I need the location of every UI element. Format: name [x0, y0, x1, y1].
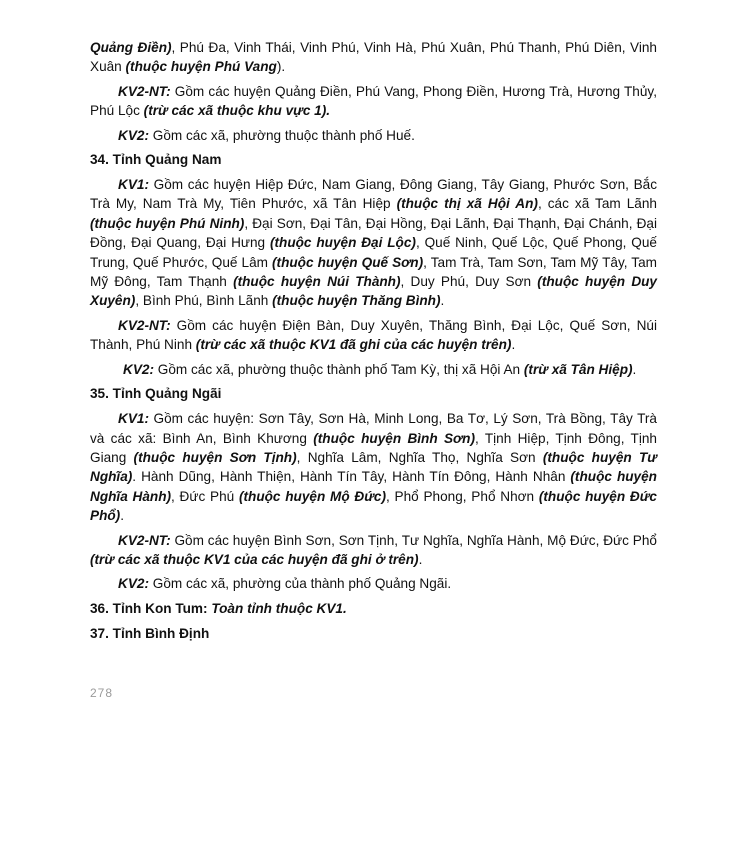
emphasis-text: KV2-NT:	[118, 83, 171, 99]
page-number: 278	[90, 686, 114, 700]
body-text: , Tam Trà, Tam Sơn, Tam Mỹ Tây, Tam Mỹ Đông, Tam Thạnh	[90, 254, 657, 290]
emphasis-text: KV2-NT:	[118, 532, 171, 548]
section-heading	[90, 599, 657, 618]
emphasis-text: KV1:	[118, 177, 149, 193]
paragraph	[90, 531, 657, 570]
paragraph	[90, 126, 657, 145]
body-text: Gồm các xã, phường thuộc thành phố Tam Kỳ, thị xã Hội An	[153, 361, 524, 377]
body-text: , Quế Ninh, Quế Lộc, Quế Phong, Quế Trung, Quế Phước, Quế Lâm	[90, 235, 657, 270]
body-text: Gồm các huyện Hiệp Đức, Nam Giang, Đông Giang, Tây Giang, Phước Sơn, Bắc Trà My, Nam Trà My, Tiên Phước, xã Tân Hiệp	[90, 177, 657, 212]
emphasis-text: Toàn tỉnh thuộc KV1.	[211, 600, 347, 616]
section-heading	[90, 384, 657, 403]
emphasis-text: (thuộc huyện Bình Sơn)	[313, 430, 475, 446]
emphasis-text: (thuộc huyện Duy Xuyên)	[90, 274, 657, 309]
emphasis-text: Quảng Điền)	[90, 40, 172, 55]
body-text: , Đức Phú	[171, 488, 239, 504]
emphasis-text: (trừ các xã thuộc KV1 đã ghi của các huyện trên)	[195, 337, 512, 353]
emphasis-text: (thuộc huyện Đại Lộc)	[269, 235, 416, 251]
section-heading	[90, 624, 657, 643]
paragraph	[90, 82, 657, 121]
emphasis-text: KV2-NT:	[118, 317, 171, 333]
emphasis-text: (thuộc thị xã Hội An)	[396, 196, 538, 212]
body-text: .	[120, 508, 124, 524]
body-text: Gồm các huyện Quảng Điền, Phú Vang, Phong Điền, Hương Trà, Hương Thủy, Phú Lộc	[90, 83, 657, 119]
emphasis-text: (thuộc huyện Thăng Bình)	[272, 293, 441, 309]
body-text: , Nghĩa Lâm, Nghĩa Thọ, Nghĩa Sơn	[296, 449, 543, 465]
body-text: 37. Tỉnh Bình Định	[90, 625, 210, 641]
body-text: .	[511, 337, 516, 353]
body-text: .	[632, 361, 637, 377]
emphasis-text: (thuộc huyện Nghĩa Hành)	[90, 469, 657, 504]
emphasis-text: (thuộc huyện Tư Nghĩa)	[90, 449, 657, 485]
emphasis-text: (thuộc huyện Phú Ninh)	[90, 215, 245, 231]
emphasis-text: (thuộc huyện Sơn Tịnh)	[133, 449, 297, 465]
body-text: , Đại Sơn, Đại Tân, Đại Hồng, Đại Lãnh, Đại Thạnh, Đại Chánh, Đại Đồng, Đại Quang, Đại Hưng	[90, 215, 657, 251]
body-text: .	[440, 293, 445, 309]
body-text: , Phổ Phong, Phổ Nhơn	[386, 488, 539, 504]
page-body	[90, 38, 657, 643]
emphasis-text: (trừ các xã thuộc KV1 của các huyện đã ghi ở trên)	[90, 551, 419, 567]
body-text: 36. Tỉnh Kon Tum:	[90, 600, 212, 616]
body-text: , Phú Đa, Vinh Thái, Vinh Phú, Vinh Hà, Phú Xuân, Phú Thanh, Phú Diên, Vinh Xuân	[90, 40, 657, 75]
body-text: , Duy Phú, Duy Sơn	[400, 274, 538, 290]
body-text: Gồm các huyện Bình Sơn, Sơn Tịnh, Tư Nghĩa, Nghĩa Hành, Mộ Đức, Đức Phổ	[170, 532, 657, 548]
emphasis-text: (trừ các xã thuộc khu vực 1).	[143, 103, 331, 119]
paragraph	[90, 38, 657, 77]
body-text: ).	[276, 59, 286, 75]
body-text: , Bình Phú, Bình Lãnh	[135, 293, 273, 309]
emphasis-text: (thuộc huyện Phú Vang	[125, 59, 277, 75]
body-text: Gồm các huyện Điện Bàn, Duy Xuyên, Thăng Bình, Đại Lộc, Quế Sơn, Núi Thành, Phú Ninh	[90, 317, 657, 353]
emphasis-text: KV2:	[123, 361, 154, 377]
body-text: . Hành Dũng, Hành Thiện, Hành Tín Tây, Hành Tín Đông, Hành Nhân	[132, 469, 571, 485]
emphasis-text: KV1:	[118, 411, 149, 427]
emphasis-text: (thuộc huyện Đức Phổ)	[90, 488, 657, 524]
emphasis-text: (trừ xã Tân Hiệp)	[523, 361, 633, 377]
section-heading	[90, 150, 657, 169]
paragraph	[90, 175, 657, 311]
emphasis-text: (thuộc huyện Quế Sơn)	[272, 254, 424, 270]
paragraph	[90, 360, 657, 379]
body-text: Gồm các huyện: Sơn Tây, Sơn Hà, Minh Long, Ba Tơ, Lý Sơn, Trà Bồng, Tây Trà và các xã: Bình An, Bình Khương	[90, 411, 657, 446]
body-text: 35. Tỉnh Quảng Ngãi	[90, 386, 222, 402]
body-text: Gồm các xã, phường của thành phố Quảng Ngãi.	[148, 576, 452, 592]
emphasis-text: (thuộc huyện Núi Thành)	[233, 274, 401, 290]
body-text: Gồm các xã, phường thuộc thành phố Huế.	[148, 127, 415, 143]
body-text: .	[418, 551, 423, 567]
body-text: , các xã Tam Lãnh	[537, 196, 657, 212]
paragraph	[90, 316, 657, 355]
body-text: 34. Tỉnh Quảng Nam	[90, 152, 222, 168]
emphasis-text: KV2:	[118, 576, 149, 592]
emphasis-text: (thuộc huyện Mộ Đức)	[238, 488, 387, 504]
paragraph	[90, 409, 657, 525]
body-text: , Tịnh Hiệp, Tịnh Đông, Tịnh Giang	[90, 430, 657, 465]
paragraph	[90, 574, 657, 593]
emphasis-text: KV2:	[118, 127, 149, 143]
